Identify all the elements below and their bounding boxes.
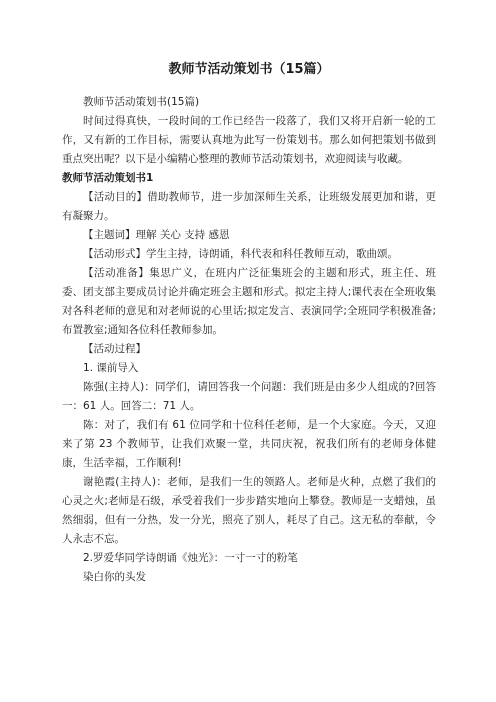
document-title: 教师节活动策划书（15篇） bbox=[168, 62, 330, 77]
host-response-paragraph: 陈：对了，我们有 61 位同学和十位科任老师，是一个大家庭。今天，又迎来了第 23 个教师节，让我们欢聚一堂，共同庆祝，祝我们所有的老师身体健康，生活幸福，工作顺利! bbox=[62, 419, 436, 469]
activity-preparation-paragraph: 【活动准备】集思广义，在班内广泛征集班会的主题和形式，班主任、班委、团支部主要成员讨论并确定班会主题和形式。拟定主持人;课代表在全班收集对各科老师的意见和对老师说的心里话;拟定发言、表演同学;全班同学积极准备;布置教室;通知各位科任教师参加。 bbox=[62, 267, 436, 336]
intro-paragraph: 时间过得真快，一段时间的工作已经告一段落了，我们又将开启新一轮的工作，又有新的工作目标，需要认真地为此写一份策划书。那么如何把策划书做到重点突出呢？以下是小编精心整理的教师节活动策划书，欢迎阅读与收藏。 bbox=[62, 115, 436, 165]
step-one-label: 1. 课前导入 bbox=[83, 362, 139, 374]
poem-intro-paragraph: 2.罗爱华同学诗朗诵《烛光》：一寸一寸的粉笔 bbox=[83, 552, 298, 564]
theme-words-paragraph: 【主题词】理解 关心 支持 感恩 bbox=[83, 229, 230, 241]
host-speech-paragraph: 谢艳霞(主持人)：老师，是我们一生的领路人。老师是火种，点燃了我们的心灵之火;老师是石级，承受着我们一步步踏实地向上攀登。教师是一支蜡烛，虽然细弱，但有一分热，发一分光，照亮了别人，耗尽了自己。这无私的奉献，令人永志不忘。 bbox=[62, 476, 436, 545]
activity-purpose-paragraph: 【活动目的】借助教师节，进一步加深师生关系，让班级发展更加和谐，更有凝聚力。 bbox=[62, 191, 436, 222]
document-page bbox=[62, 60, 436, 587]
subtitle-paragraph: 教师节活动策划书(15篇) bbox=[83, 96, 200, 108]
poem-line-paragraph: 染白你的头发 bbox=[83, 571, 146, 583]
activity-process-label: 【活动过程】 bbox=[83, 343, 146, 355]
host-question-paragraph: 陈强(主持人)：同学们，请回答我一个问题：我们班是由多少人组成的?回答一：61 人。回答二：71 人。 bbox=[62, 381, 436, 412]
activity-form-paragraph: 【活动形式】学生主持，诗朗诵，科代表和科任教师互动，歌曲颂。 bbox=[83, 248, 398, 260]
section-heading: 教师节活动策划书1 bbox=[62, 172, 154, 184]
